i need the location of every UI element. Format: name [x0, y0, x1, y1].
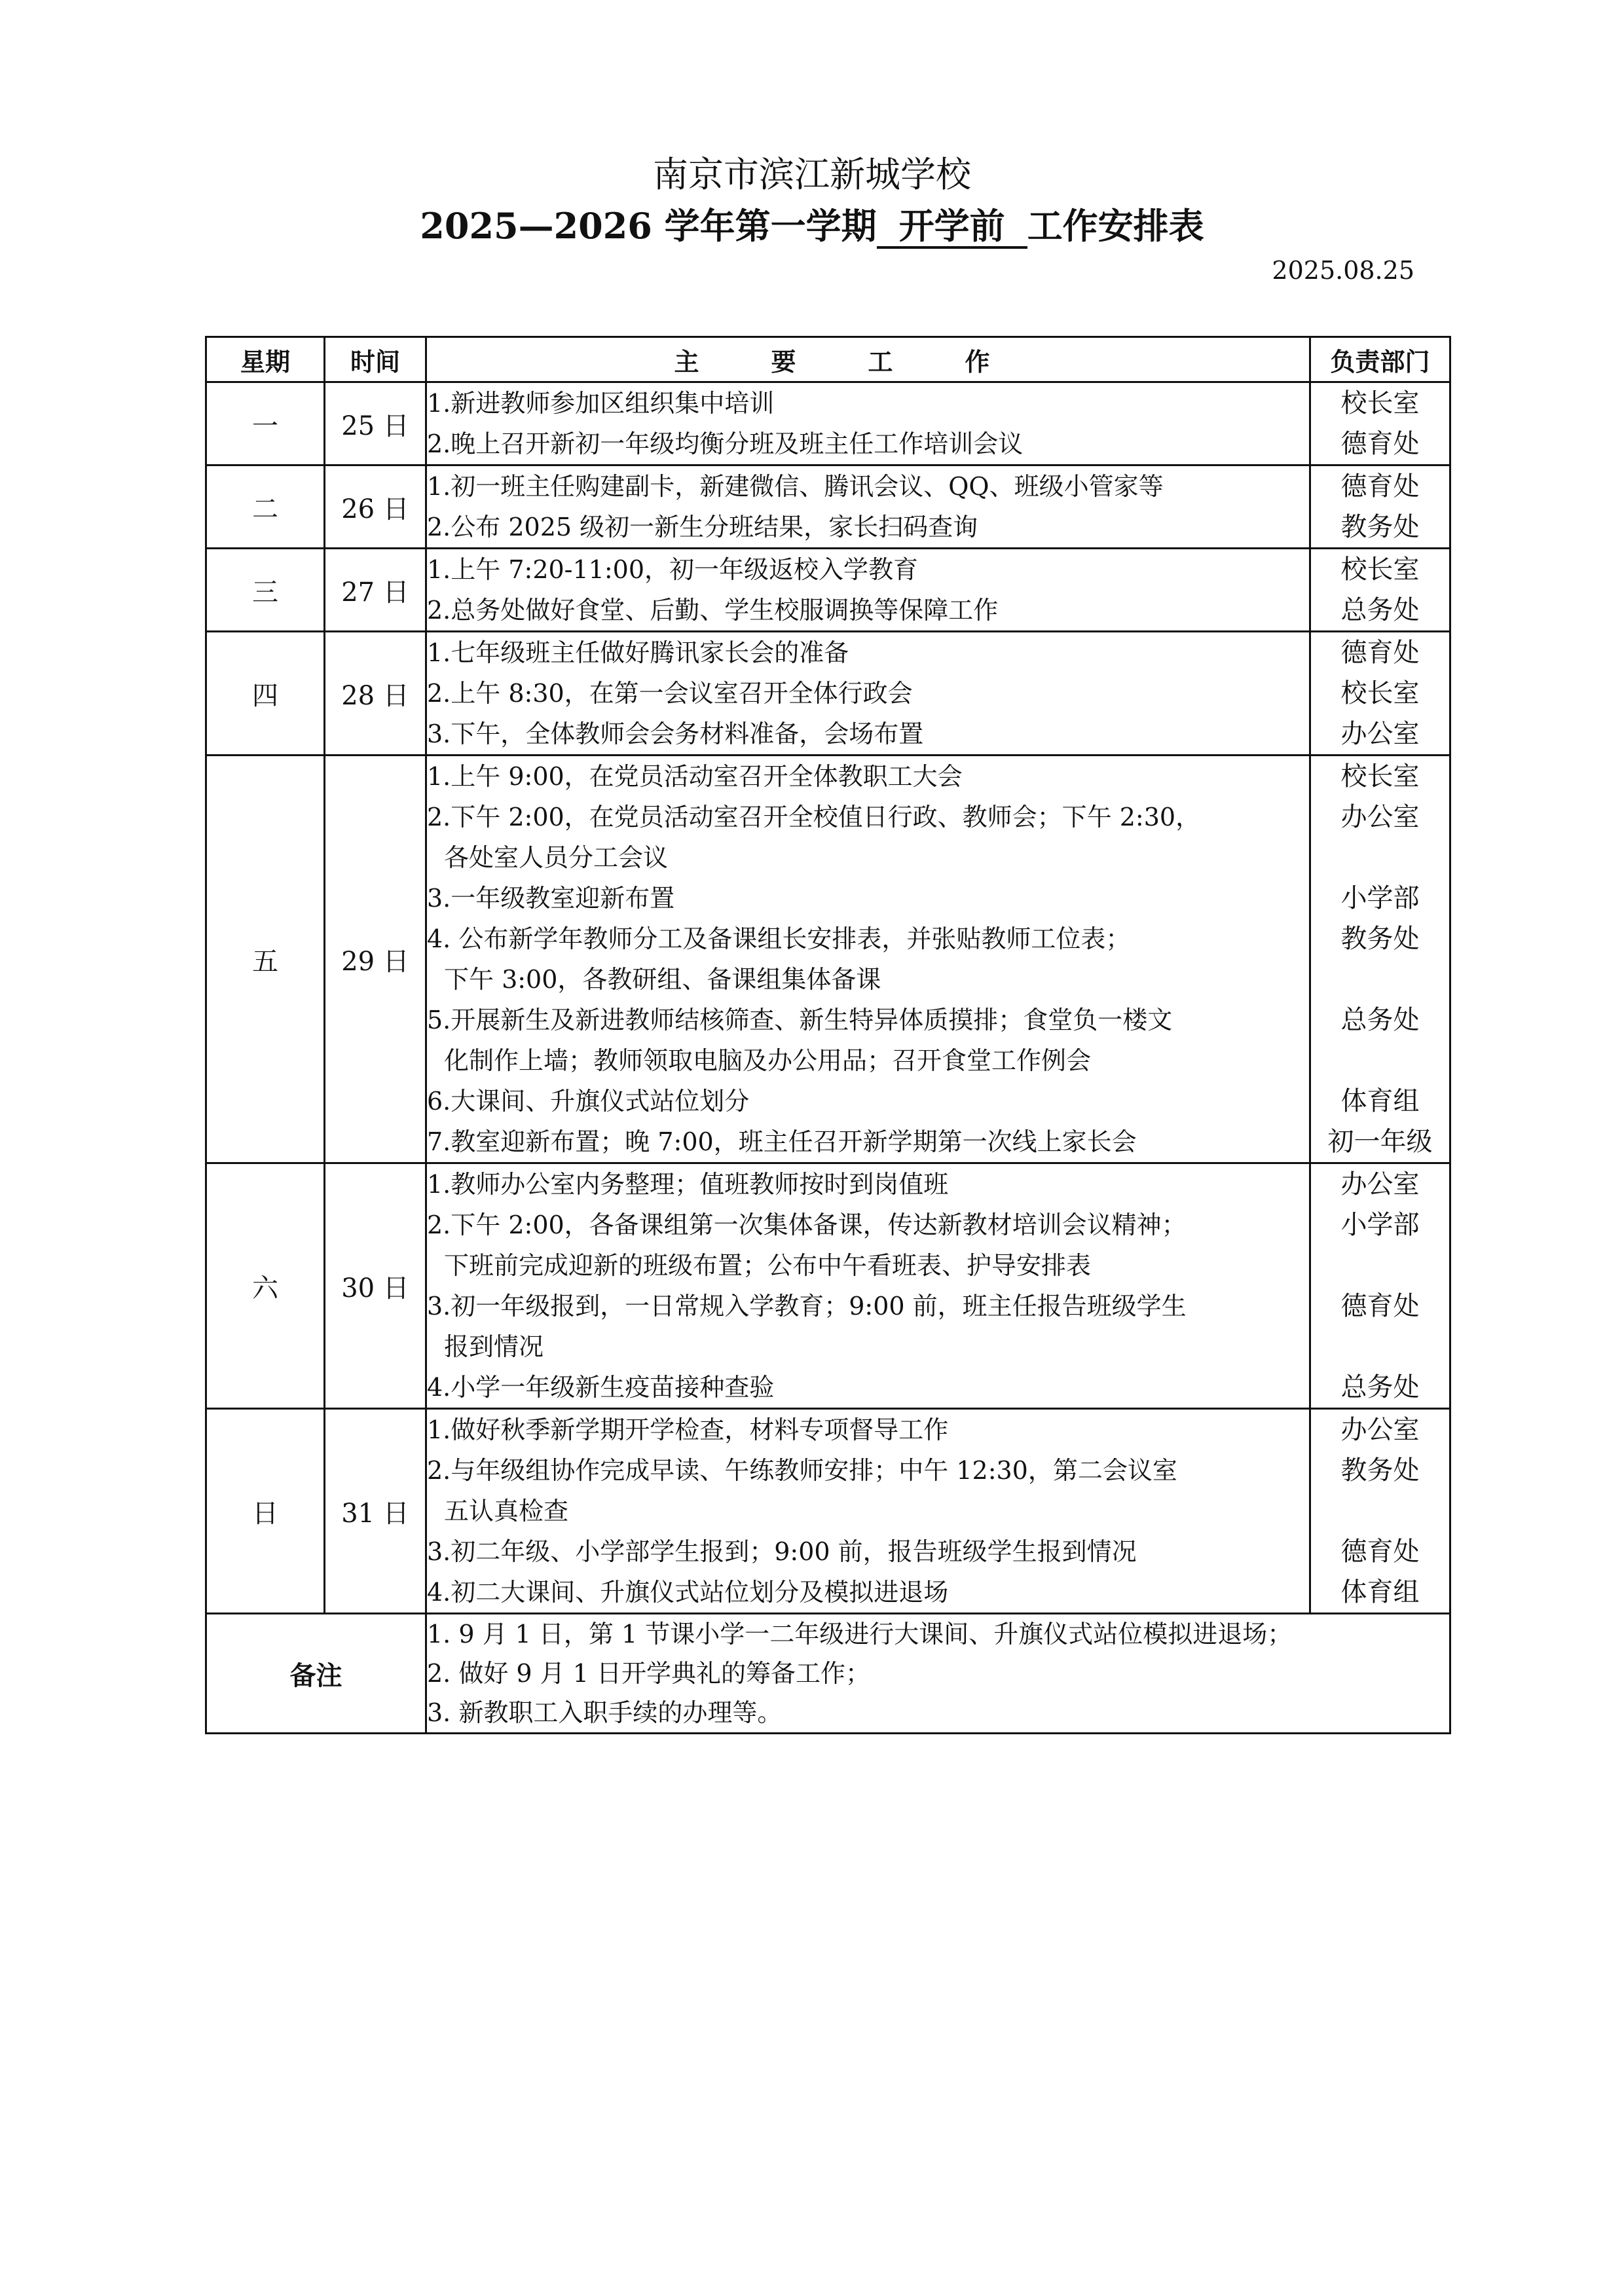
dept-line: 总务处: [1340, 1372, 1420, 1402]
task-line: 2.下午 2:00，各备课组第一次集体备课，传达新教材培训会议精神；: [427, 1211, 1187, 1239]
notes-row: [206, 1614, 1450, 1734]
notes-cell: [426, 1614, 1450, 1734]
dept-line: 德育处: [1340, 429, 1420, 459]
task-line: 7.教室迎新布置；晚 7:00，班主任召开新学期第一次线上家长会: [427, 1127, 1137, 1156]
dept-line: 教务处: [1340, 924, 1420, 954]
title-suffix: 工作安排表: [1027, 205, 1204, 247]
dept-cell: [1310, 382, 1450, 465]
weekday-cell: 六: [206, 1163, 325, 1409]
weekday-cell: 五: [206, 756, 325, 1163]
dept-line: 办公室: [1340, 719, 1420, 749]
task-line: 2.总务处做好食堂、后勤、学生校服调换等保障工作: [427, 596, 999, 625]
note-item: 2. 做好 9 月 1 日开学典礼的筹备工作；: [427, 1659, 871, 1688]
dept-cell: [1310, 1163, 1450, 1409]
weekday-cell: 四: [206, 632, 325, 756]
tasks-cell: [426, 465, 1310, 549]
task-line: 3.一年级教室迎新布置: [427, 884, 675, 913]
issue-date: 2025.08.25: [1272, 256, 1414, 285]
schedule-row: [206, 1163, 1450, 1409]
document-title: [0, 203, 1624, 249]
dept-line: 体育组: [1340, 1086, 1420, 1116]
task-line: 1.上午 7:20-11:00，初一年级返校入学教育: [427, 555, 919, 584]
dept-line: 校长室: [1340, 761, 1420, 792]
task-line: 化制作上墙；教师领取电脑及办公用品；召开食堂工作例会: [444, 1046, 1092, 1075]
dept-line: 总务处: [1340, 595, 1420, 625]
header-row: [206, 337, 1450, 382]
task-line: 1.做好秋季新学期开学检查，材料专项督导工作: [427, 1415, 949, 1444]
header-time: 时间: [325, 337, 426, 382]
dept-line: 德育处: [1340, 1291, 1420, 1321]
header-dept: 负责部门: [1310, 337, 1450, 382]
dept-line: [1311, 837, 1449, 878]
weekday-cell: 二: [206, 465, 325, 549]
dept-cell: [1310, 465, 1450, 549]
task-line: 3.初二年级、小学部学生报到；9:00 前，报告班级学生报到情况: [427, 1537, 1137, 1566]
dept-line: [1311, 1245, 1449, 1286]
dept-line: 体育组: [1340, 1577, 1420, 1607]
tasks-cell: [426, 382, 1310, 465]
weekday-cell: 一: [206, 382, 325, 465]
notes-label: 备注: [206, 1614, 426, 1734]
header-weekday: 星期: [206, 337, 325, 382]
task-line: 4.小学一年级新生疫苗接种查验: [427, 1373, 775, 1402]
task-line: 6.大课间、升旗仪式站位划分: [427, 1087, 750, 1116]
task-line: 2.公布 2025 级初一新生分班结果，家长扫码查询: [427, 513, 978, 541]
header-main-work: 主要工作: [426, 337, 1310, 382]
task-line: 各处室人员分工会议: [444, 843, 669, 872]
dept-cell: [1310, 1409, 1450, 1614]
task-line: 1.教师办公室内务整理；值班教师按时到岗值班: [427, 1170, 949, 1199]
task-line: 报到情况: [444, 1332, 544, 1361]
date-cell: 29 日: [325, 756, 426, 1163]
schedule-row: [206, 756, 1450, 1163]
weekday-cell: 日: [206, 1409, 325, 1614]
schedule-row: [206, 382, 1450, 465]
dept-line: 德育处: [1340, 638, 1420, 668]
task-line: 2.下午 2:00，在党员活动室召开全校值日行政、教师会；下午 2:30，: [427, 803, 1201, 831]
task-line: 2.晚上召开新初一年级均衡分班及班主任工作培训会议: [427, 429, 1024, 458]
tasks-cell: [426, 549, 1310, 632]
task-line: 下午 3:00，各教研组、备课组集体备课: [444, 965, 881, 994]
dept-line: 办公室: [1340, 1415, 1420, 1445]
date-cell: 27 日: [325, 549, 426, 632]
tasks-cell: [426, 1163, 1310, 1409]
dept-line: 校长室: [1340, 555, 1420, 585]
schedule-row: [206, 465, 1450, 549]
title-blank: 开学前: [877, 206, 1027, 249]
dept-line: 总务处: [1340, 1005, 1420, 1035]
dept-line: [1311, 959, 1449, 1000]
note-item: 3. 新教职工入职手续的办理等。: [427, 1698, 783, 1727]
dept-line: [1311, 1326, 1449, 1367]
task-line: 1.七年级班主任做好腾讯家长会的准备: [427, 638, 849, 667]
note-item: 1. 9 月 1 日，第 1 节课小学一二年级进行大课间、升旗仪式站位模拟进退场；: [427, 1620, 1293, 1649]
task-line: 5.开展新生及新进教师结核筛查、新生特异体质摸排；食堂负一楼文: [427, 1006, 1173, 1034]
date-cell: 31 日: [325, 1409, 426, 1614]
schedule-row: [206, 549, 1450, 632]
dept-line: [1311, 1040, 1449, 1081]
task-line: 五认真检查: [444, 1497, 569, 1525]
dept-line: 德育处: [1340, 471, 1420, 501]
date-cell: 25 日: [325, 382, 426, 465]
task-line: 4. 公布新学年教师分工及备课组长安排表，并张贴教师工位表；: [427, 924, 1131, 953]
dept-cell: [1310, 632, 1450, 756]
dept-line: 校长室: [1340, 388, 1420, 418]
tasks-cell: [426, 632, 1310, 756]
date-cell: 26 日: [325, 465, 426, 549]
tasks-cell: [426, 1409, 1310, 1614]
schedule-row: [206, 1409, 1450, 1614]
schedule-table: [205, 336, 1451, 1734]
school-name: 南京市滨江新城学校: [653, 154, 971, 195]
dept-line: 小学部: [1340, 1210, 1420, 1240]
schedule-body: [206, 382, 1450, 1614]
task-line: 4.初二大课间、升旗仪式站位划分及模拟进退场: [427, 1578, 949, 1607]
dept-line: [1311, 1491, 1449, 1531]
task-line: 3.初一年级报到，一日常规入学教育；9:00 前，班主任报告班级学生: [427, 1292, 1187, 1321]
task-line: 1.初一班主任购建副卡，新建微信、腾讯会议、QQ、班级小管家等: [427, 472, 1164, 501]
dept-line: 德育处: [1340, 1537, 1420, 1567]
weekday-cell: 三: [206, 549, 325, 632]
task-line: 2.与年级组协作完成早读、午练教师安排；中午 12:30，第二会议室: [427, 1456, 1177, 1485]
dept-line: 教务处: [1340, 512, 1420, 542]
task-line: 1.新进教师参加区组织集中培训: [427, 389, 775, 418]
task-line: 3.下午，全体教师会会务材料准备，会场布置: [427, 720, 924, 748]
title-prefix: 2025—2026 学年第一学期: [420, 205, 877, 247]
date-cell: 28 日: [325, 632, 426, 756]
dept-cell: [1310, 756, 1450, 1163]
task-line: 下班前完成迎新的班级布置；公布中午看班表、护导安排表: [444, 1251, 1092, 1280]
date-cell: 30 日: [325, 1163, 426, 1409]
dept-line: 办公室: [1340, 1169, 1420, 1199]
schedule-row: [206, 632, 1450, 756]
tasks-cell: [426, 756, 1310, 1163]
task-line: 2.上午 8:30，在第一会议室召开全体行政会: [427, 679, 913, 708]
dept-line: 办公室: [1340, 802, 1420, 832]
task-line: 1.上午 9:00，在党员活动室召开全体教职工大会: [427, 762, 963, 791]
dept-line: 教务处: [1340, 1455, 1420, 1485]
dept-cell: [1310, 549, 1450, 632]
dept-line: 小学部: [1340, 883, 1420, 913]
dept-line: 初一年级: [1327, 1127, 1433, 1157]
dept-line: 校长室: [1340, 678, 1420, 708]
